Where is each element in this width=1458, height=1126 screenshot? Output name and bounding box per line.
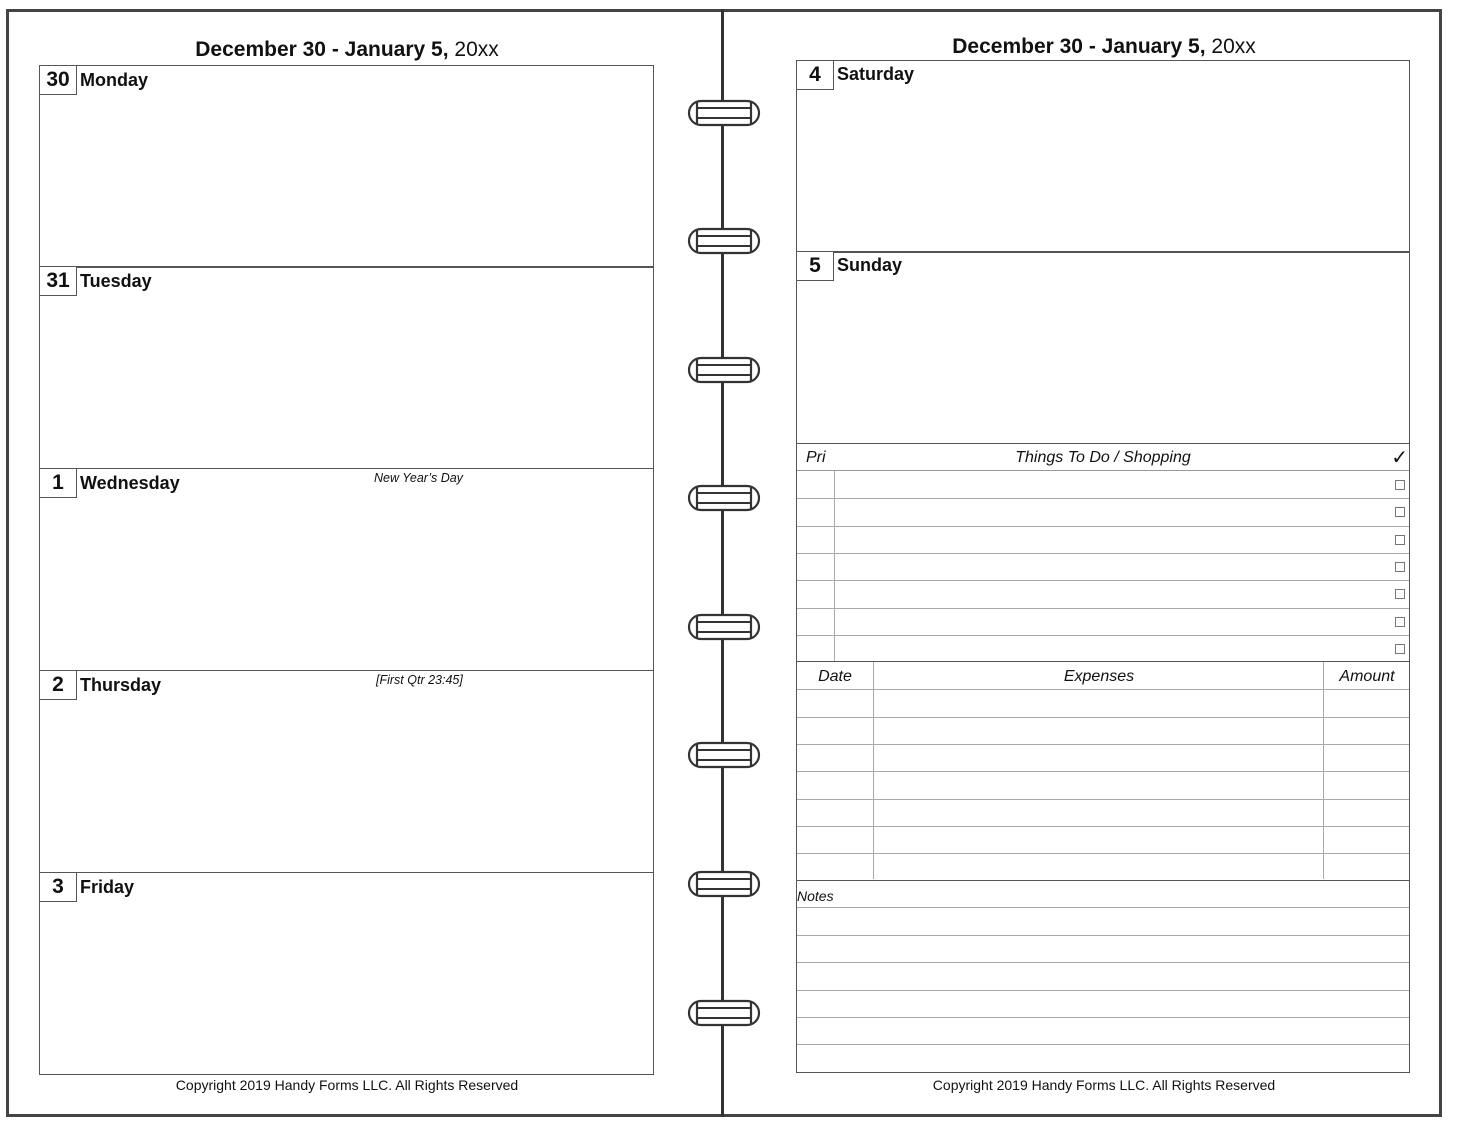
day-box-monday[interactable] [39, 65, 654, 268]
checkbox-icon[interactable] [1395, 480, 1405, 490]
expense-row[interactable] [797, 717, 1409, 744]
notes-line [797, 962, 1409, 963]
left-copyright: Copyright 2019 Handy Forms LLC. All Rights Reserved [175, 1077, 519, 1093]
day-name: Wednesday [80, 473, 180, 493]
day-box-saturday[interactable] [796, 60, 1410, 253]
expenses-title: Expenses [1063, 668, 1135, 685]
day-name: Tuesday [80, 271, 152, 291]
expenses-amount-label: Amount [1339, 668, 1395, 685]
notes-line [797, 1017, 1409, 1018]
moon-phase-note: [First Qtr 23:45] [376, 673, 463, 687]
left-page-title [40, 38, 654, 62]
todo-item[interactable] [835, 635, 1375, 662]
binder-ring-icon [679, 996, 769, 1030]
expense-row[interactable] [797, 744, 1409, 771]
day-name: Sunday [837, 255, 903, 275]
day-number: 1 [39, 468, 77, 498]
day-number: 5 [796, 251, 834, 281]
day-name: Monday [80, 70, 149, 90]
notes-line [797, 1044, 1409, 1045]
binder-ring-icon [679, 224, 769, 258]
notes-line [797, 935, 1409, 936]
right-copyright: Copyright 2019 Handy Forms LLC. All Rights Reserved [932, 1077, 1276, 1093]
day-name: Friday [80, 877, 135, 897]
checkbox-icon[interactable] [1395, 644, 1405, 654]
expense-row[interactable] [797, 826, 1409, 853]
checkbox-icon[interactable] [1395, 562, 1405, 572]
binder-ring-icon [679, 353, 769, 387]
expense-row[interactable] [797, 689, 1409, 716]
checkbox-icon[interactable] [1395, 589, 1405, 599]
expense-row[interactable] [797, 771, 1409, 798]
binder-ring-icon [679, 96, 769, 130]
binder-ring-icon [679, 738, 769, 772]
day-number: 3 [39, 872, 77, 902]
checkmark-icon: ✓ [1391, 447, 1408, 469]
day-number: 30 [39, 65, 77, 95]
checkbox-icon[interactable] [1395, 617, 1405, 627]
binder-spine [721, 9, 724, 1117]
todo-list [796, 443, 1410, 662]
notes-label: Notes [797, 888, 834, 904]
checkbox-icon[interactable] [1395, 507, 1405, 517]
todo-item[interactable] [835, 608, 1375, 635]
day-name: Thursday [80, 675, 162, 695]
notes-section[interactable] [796, 880, 1410, 1073]
day-box-tuesday[interactable] [39, 266, 654, 469]
todo-title: Things To Do / Shopping [1015, 449, 1191, 466]
todo-item[interactable] [835, 553, 1375, 580]
binder-ring-icon [679, 481, 769, 515]
todo-item[interactable] [835, 471, 1375, 498]
day-number: 2 [39, 670, 77, 700]
right-title-year: 20xx [1211, 35, 1256, 58]
day-box-thursday[interactable] [39, 670, 654, 873]
expense-row[interactable] [797, 799, 1409, 826]
left-title-year: 20xx [454, 38, 499, 61]
todo-item[interactable] [835, 580, 1375, 607]
expenses-date-label: Date [818, 668, 852, 685]
day-box-sunday[interactable] [796, 251, 1410, 444]
binder-ring-icon [679, 867, 769, 901]
todo-header [797, 443, 1409, 471]
todo-item[interactable] [835, 498, 1375, 525]
holiday-note: New Year’s Day [374, 471, 463, 485]
notes-line [797, 990, 1409, 991]
day-number: 4 [796, 60, 834, 90]
checkbox-icon[interactable] [1395, 535, 1405, 545]
todo-pri-label: Pri [806, 449, 826, 466]
day-box-wednesday[interactable] [39, 468, 654, 671]
left-title-main: December 30 - January 5, [195, 38, 449, 61]
notes-line [797, 907, 1409, 908]
expense-row[interactable] [797, 853, 1409, 880]
expenses-table [796, 661, 1410, 881]
day-box-friday[interactable] [39, 872, 654, 1075]
binder-ring-icon [679, 610, 769, 644]
day-number: 31 [39, 266, 77, 296]
right-page-title [797, 35, 1411, 59]
todo-item[interactable] [835, 526, 1375, 553]
day-name: Saturday [837, 64, 915, 84]
right-title-main: December 30 - January 5, [952, 35, 1206, 58]
